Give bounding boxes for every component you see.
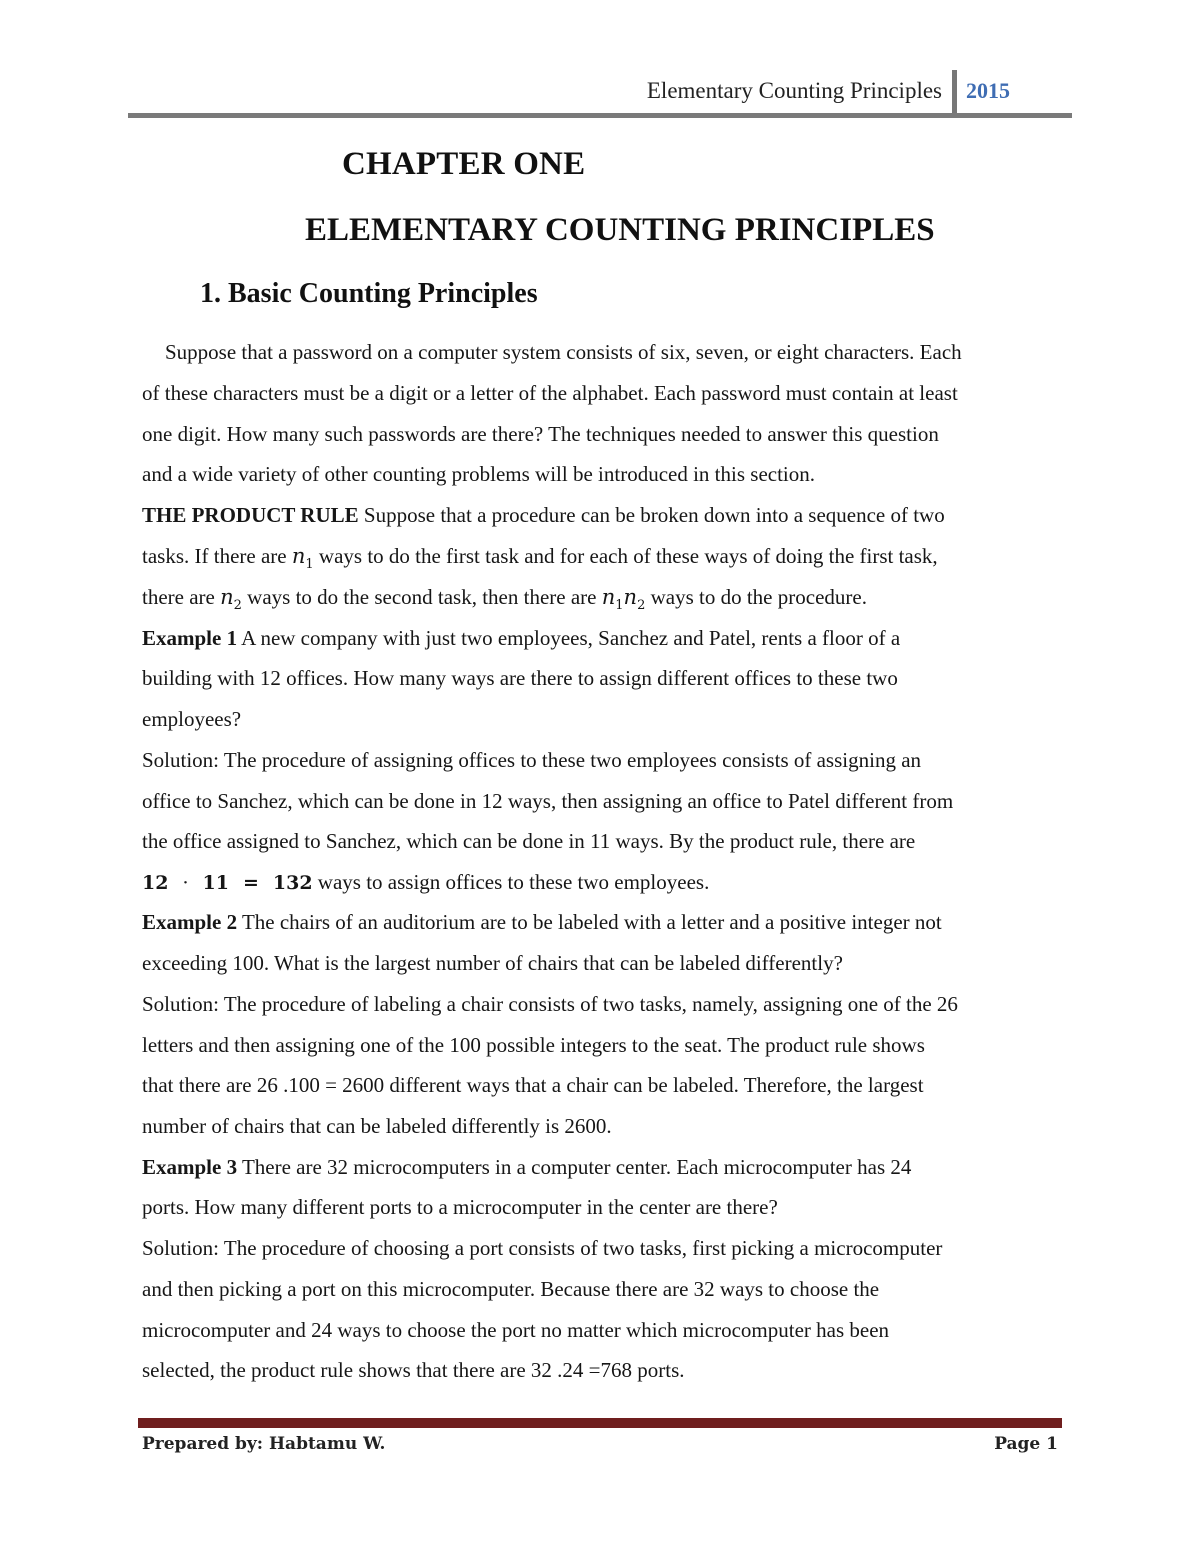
equation-line (142, 870, 709, 895)
equation (142, 872, 313, 894)
math-n1 (291, 544, 314, 573)
text-fragment: tasks. If there are (142, 544, 292, 568)
math-subscript: 1 (615, 598, 624, 614)
text-fragment: ways to do the second task, then there are (241, 585, 602, 609)
eq-operator: = (242, 872, 259, 894)
text-line: Suppose that a password on a computer system consists of six, seven, or eight characters. Each (165, 340, 962, 364)
math-symbol: n (220, 585, 234, 609)
chapter-heading: CHAPTER ONE (342, 146, 586, 182)
text-line (142, 1155, 911, 1179)
text-line (142, 503, 945, 527)
product-rule-label: THE PRODUCT RULE (142, 503, 359, 527)
header-year: 2015 (966, 78, 1010, 103)
text-fragment: Suppose that a procedure can be broken down into a sequence of two (358, 503, 945, 527)
math-n2 (220, 585, 242, 614)
eq-operator: · (182, 872, 189, 894)
solution-line: selected, the product rule shows that there are 32 .24 =768 ports. (142, 1358, 685, 1382)
math-subscript: 1 (305, 557, 314, 573)
solution-line: Solution: The procedure of choosing a port consists of two tasks, first picking a microcomputer (142, 1236, 943, 1260)
solution-line: Solution: The procedure of assigning offices to these two employees consists of assigning an (142, 748, 922, 772)
text-fragment: ways to do the first task and for each of these ways of doing the first task, (313, 544, 938, 568)
text-line: employees? (142, 707, 242, 731)
text-line (142, 585, 867, 618)
section-heading: 1. Basic Counting Principles (200, 278, 538, 309)
text-line: ports. How many different ports to a microcomputer in the center are there? (142, 1195, 778, 1219)
math-symbol: n (623, 585, 638, 609)
footer-author: Prepared by: Habtamu W. (142, 1434, 386, 1454)
text-fragment: there are (142, 585, 221, 609)
text-fragment: ways to do the procedure. (645, 585, 867, 609)
math-n1n2 (601, 585, 646, 614)
example-label: Example 2 (142, 910, 238, 934)
example-label: Example 1 (142, 626, 238, 650)
header-separator (952, 70, 957, 114)
solution-line: and then picking a port on this microcomputer. Because there are 32 ways to choose the (142, 1277, 880, 1301)
text-line: and a wide variety of other counting problems will be introduced in this section. (142, 462, 816, 486)
footer-rule (138, 1418, 1062, 1428)
math-subscript: 2 (637, 598, 646, 614)
example-label: Example 3 (142, 1155, 238, 1179)
solution-line: letters and then assigning one of the 100 possible integers to the seat. The product rule shows (142, 1033, 925, 1057)
header-title: Elementary Counting Principles (646, 78, 942, 103)
solution-line: microcomputer and 24 ways to choose the port no matter which microcomputer has been (142, 1318, 890, 1342)
solution-line: Solution: The procedure of labeling a chair consists of two tasks, namely, assigning one of the 26 (142, 992, 958, 1016)
header-rule (128, 113, 1072, 118)
text-line (142, 626, 900, 650)
text-line (142, 910, 942, 934)
solution-line: number of chairs that can be labeled differently is 2600. (142, 1114, 612, 1138)
eq-result: 132 (272, 872, 313, 894)
text-fragment: ways to assign offices to these two employees. (312, 870, 710, 894)
text-line: of these characters must be a digit or a letter of the alphabet. Each password must contain at least (142, 381, 958, 405)
text-line: building with 12 offices. How many ways are there to assign different offices to these two (142, 666, 898, 690)
text-fragment: A new company with just two employees, Sanchez and Patel, rents a floor of a (237, 626, 901, 650)
solution-line: office to Sanchez, which can be done in 12 ways, then assigning an office to Patel different from (142, 789, 954, 813)
text-line: one digit. How many such passwords are there? The techniques needed to answer this question (142, 422, 939, 446)
math-subscript: 2 (233, 598, 242, 614)
solution-line: that there are 26 .100 = 2600 different ways that a chair can be labeled. Therefore, the largest (142, 1073, 924, 1097)
math-symbol: n (601, 585, 616, 609)
eq-term: 11 (202, 872, 229, 894)
math-symbol: n (291, 544, 306, 568)
text-line: exceeding 100. What is the largest number of chairs that can be labeled differently? (142, 951, 843, 975)
document-title: ELEMENTARY COUNTING PRINCIPLES (305, 212, 935, 248)
text-fragment: There are 32 microcomputers in a computer center. Each microcomputer has 24 (237, 1155, 912, 1179)
text-line (142, 544, 938, 577)
solution-line: the office assigned to Sanchez, which can be done in 11 ways. By the product rule, there are (142, 829, 916, 853)
eq-term: 12 (142, 872, 169, 894)
footer-page-number: Page 1 (994, 1434, 1058, 1454)
text-fragment: The chairs of an auditorium are to be labeled with a letter and a positive integer not (237, 910, 942, 934)
